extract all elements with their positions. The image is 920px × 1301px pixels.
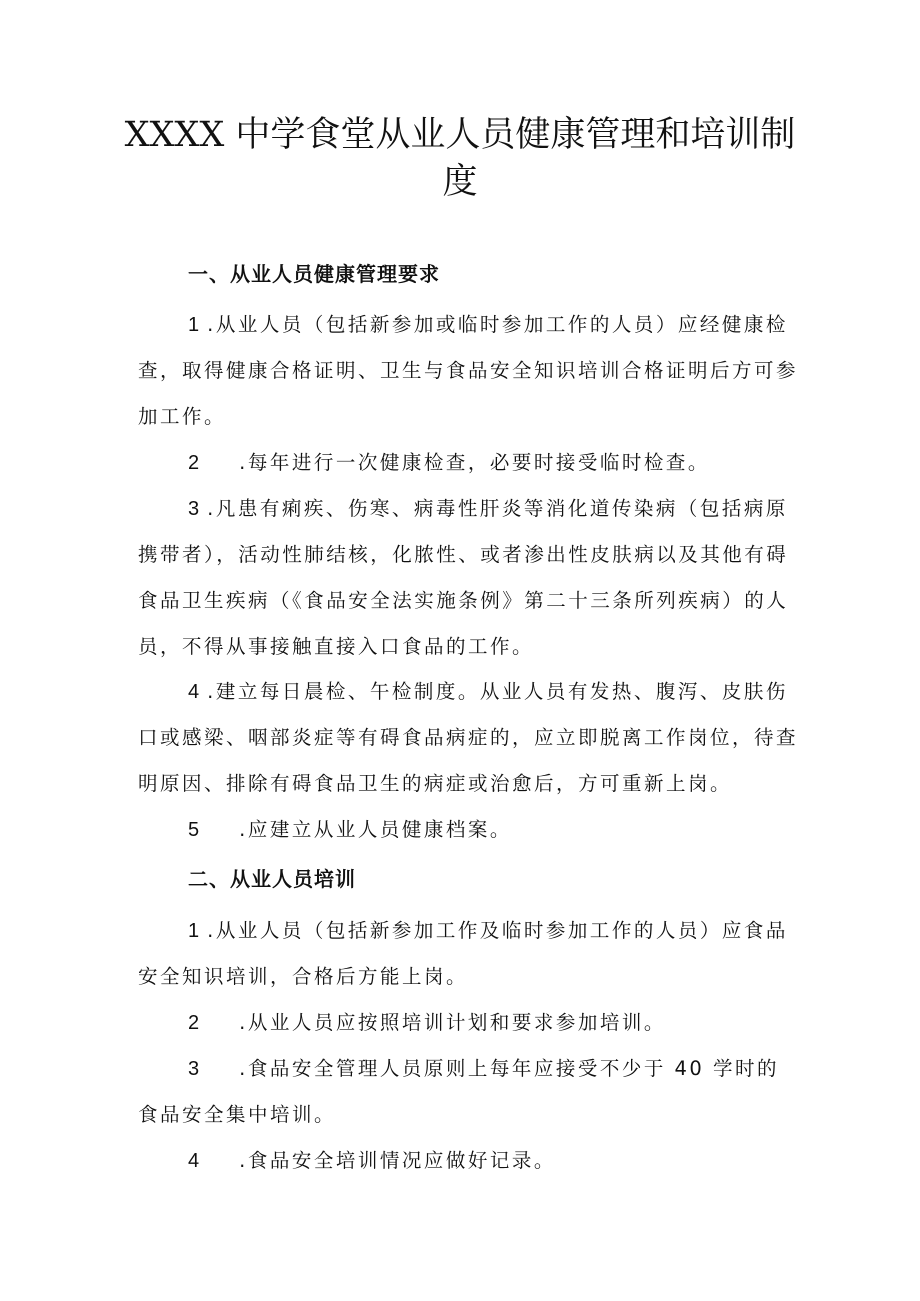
s2-item-2 bbox=[138, 1000, 782, 1046]
s2-item-4-line-1: .食品安全培训情况应做好记录。 bbox=[239, 1149, 556, 1172]
s1-item-1-line-1: .从业人员（包括新参加或临时参加工作的人员）应经健康检 bbox=[207, 313, 788, 336]
s2-item-4 bbox=[138, 1138, 782, 1184]
s2-item-1-line-2: 安全知识培训，合格后方能上岗。 bbox=[138, 965, 469, 988]
s1-item-3 bbox=[138, 486, 789, 670]
s1-item-3-line-3: 食品卫生疾病（《食品安全法实施条例》第二十三条所列疾病）的人 bbox=[138, 589, 789, 612]
s2-item-1-line-1: .从业人员（包括新参加工作及临时参加工作的人员）应食品 bbox=[207, 919, 788, 942]
s2-item-2-number: 2 bbox=[188, 1012, 200, 1034]
s2-item-3-number: 3 bbox=[188, 1058, 200, 1080]
s1-item-1-line-2: 查，取得健康合格证明、卫生与食品安全知识培训合格证明后方可参 bbox=[138, 359, 799, 382]
s1-item-4-line-3: 明原因、排除有碍食品卫生的病症或治愈后，方可重新上岗。 bbox=[138, 772, 733, 795]
s1-item-2-number: 2 bbox=[188, 452, 200, 474]
title-line-2: 度 bbox=[442, 162, 478, 202]
s1-item-1-number: 1 bbox=[188, 314, 200, 336]
s1-item-3-line-1: .凡患有痢疾、伤寒、病毒性肝炎等消化道传染病（包括病原 bbox=[207, 497, 788, 520]
s1-item-1 bbox=[138, 302, 799, 440]
s2-item-1 bbox=[138, 908, 788, 1000]
s1-item-1-line-3: 加工作。 bbox=[138, 405, 227, 428]
title-line-1: XXXX 中学食堂从业人员健康管理和培训制 bbox=[124, 115, 796, 155]
s1-item-4-line-1: .建立每日晨检、午检制度。从业人员有发热、腹泻、皮肤伤 bbox=[207, 680, 788, 703]
s1-item-4-line-2: 口或感梁、咽部炎症等有碍食品病症的，应立即脱离工作岗位，待查 bbox=[138, 726, 799, 749]
s1-item-2-line-1: .每年进行一次健康检查，必要时接受临时检查。 bbox=[239, 451, 710, 474]
s2-item-3-line-2: 食品安全集中培训。 bbox=[138, 1103, 337, 1126]
s1-item-5 bbox=[138, 807, 782, 853]
s2-item-3 bbox=[138, 1046, 782, 1138]
s2-item-4-number: 4 bbox=[188, 1150, 200, 1172]
s1-item-3-line-2: 携带者），活动性肺结核，化脓性、或者渗出性皮肤病以及其他有碍 bbox=[138, 543, 789, 566]
document-title bbox=[120, 112, 800, 206]
s1-item-2 bbox=[138, 440, 782, 486]
s2-item-3-line-1: .食品安全管理人员原则上每年应接受不少于 40 学时的 bbox=[239, 1057, 780, 1080]
s1-item-3-line-4: 员，不得从事接触直接入口食品的工作。 bbox=[138, 635, 535, 658]
s1-item-4-number: 4 bbox=[188, 681, 200, 703]
s2-item-1-number: 1 bbox=[188, 920, 200, 942]
s1-item-4 bbox=[138, 669, 799, 807]
s1-item-5-number: 5 bbox=[188, 819, 200, 841]
section-1-heading: 一、从业人员健康管理要求 bbox=[188, 262, 440, 286]
s1-item-3-number: 3 bbox=[188, 498, 200, 520]
s2-item-2-line-1: .从业人员应按照培训计划和要求参加培训。 bbox=[239, 1011, 666, 1034]
s1-item-5-line-1: .应建立从业人员健康档案。 bbox=[239, 818, 512, 841]
section-2-heading: 二、从业人员培训 bbox=[188, 867, 356, 891]
